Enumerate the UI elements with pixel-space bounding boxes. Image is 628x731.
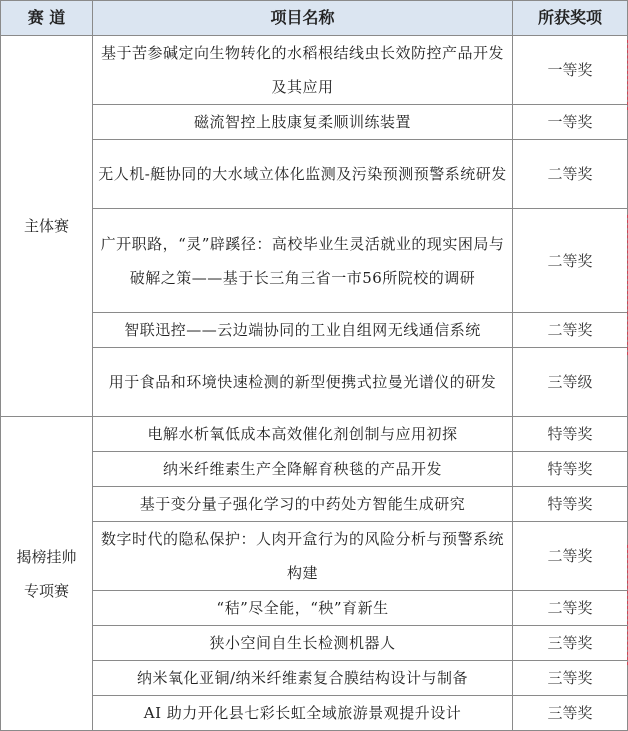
track-cell [1, 417, 93, 731]
header-row [1, 1, 628, 36]
award-cell: 二等奖 [513, 591, 628, 626]
table-row [1, 696, 628, 731]
table-row [1, 661, 628, 696]
revision-mark [623, 40, 628, 110]
award-cell: 二等奖 [513, 209, 628, 313]
award-cell: 三等奖 [513, 626, 628, 661]
project-cell: 基于苦参碱定向生物转化的水稻根结线虫长效防控产品开发及其应用 [93, 36, 513, 105]
project-cell: 纳米氧化亚铜/纳米纤维素复合膜结构设计与制备 [93, 661, 513, 696]
project-cell: 广开职路，“灵”辟蹊径：高校毕业生灵活就业的现实困局与破解之策——基于长三角三省一市56所院校的调研 [93, 209, 513, 313]
revision-mark [623, 215, 628, 355]
header-award: 所获奖项 [513, 1, 628, 36]
award-cell: 二等奖 [513, 140, 628, 209]
project-cell: 磁流智控上肢康复柔顺训练装置 [93, 105, 513, 140]
table-row [1, 36, 628, 105]
table-row [1, 105, 628, 140]
table-row [1, 626, 628, 661]
revision-mark [623, 545, 628, 665]
award-cell: 特等奖 [513, 417, 628, 452]
table-row [1, 591, 628, 626]
table-row [1, 417, 628, 452]
table-row [1, 209, 628, 313]
project-cell: AI 助力开化县七彩长虹全域旅游景观提升设计 [93, 696, 513, 731]
project-cell: 狭小空间自生长检测机器人 [93, 626, 513, 661]
project-cell: 数字时代的隐私保护：人肉开盒行为的风险分析与预警系统构建 [93, 522, 513, 591]
table-row [1, 313, 628, 348]
project-cell: 基于变分量子强化学习的中药处方智能生成研究 [93, 487, 513, 522]
table-row [1, 452, 628, 487]
track-label: 揭榜挂帅专项赛 [16, 547, 77, 600]
project-cell: 用于食品和环境快速检测的新型便携式拉曼光谱仪的研发 [93, 348, 513, 417]
award-cell: 三等级 [513, 348, 628, 417]
project-cell: 智联迅控——云边端协同的工业自组网无线通信系统 [93, 313, 513, 348]
track-cell: 主体赛 [1, 36, 93, 417]
award-cell: 特等奖 [513, 452, 628, 487]
award-cell: 一等奖 [513, 36, 628, 105]
award-cell: 三等奖 [513, 661, 628, 696]
project-cell: 纳米纤维素生产全降解育秧毯的产品开发 [93, 452, 513, 487]
table-row [1, 487, 628, 522]
award-cell: 二等奖 [513, 522, 628, 591]
award-cell: 二等奖 [513, 313, 628, 348]
header-project: 项目名称 [93, 1, 513, 36]
award-cell: 一等奖 [513, 105, 628, 140]
award-cell: 三等奖 [513, 696, 628, 731]
award-cell: 特等奖 [513, 487, 628, 522]
table-row [1, 348, 628, 417]
header-track: 赛 道 [1, 1, 93, 36]
project-cell: 电解水析氧低成本高效催化剂创制与应用初探 [93, 417, 513, 452]
table-row [1, 522, 628, 591]
table-row [1, 140, 628, 209]
project-cell: “秸”尽全能，“秧”育新生 [93, 591, 513, 626]
project-cell: 无人机-艇协同的大水域立体化监测及污染预测预警系统研发 [93, 140, 513, 209]
